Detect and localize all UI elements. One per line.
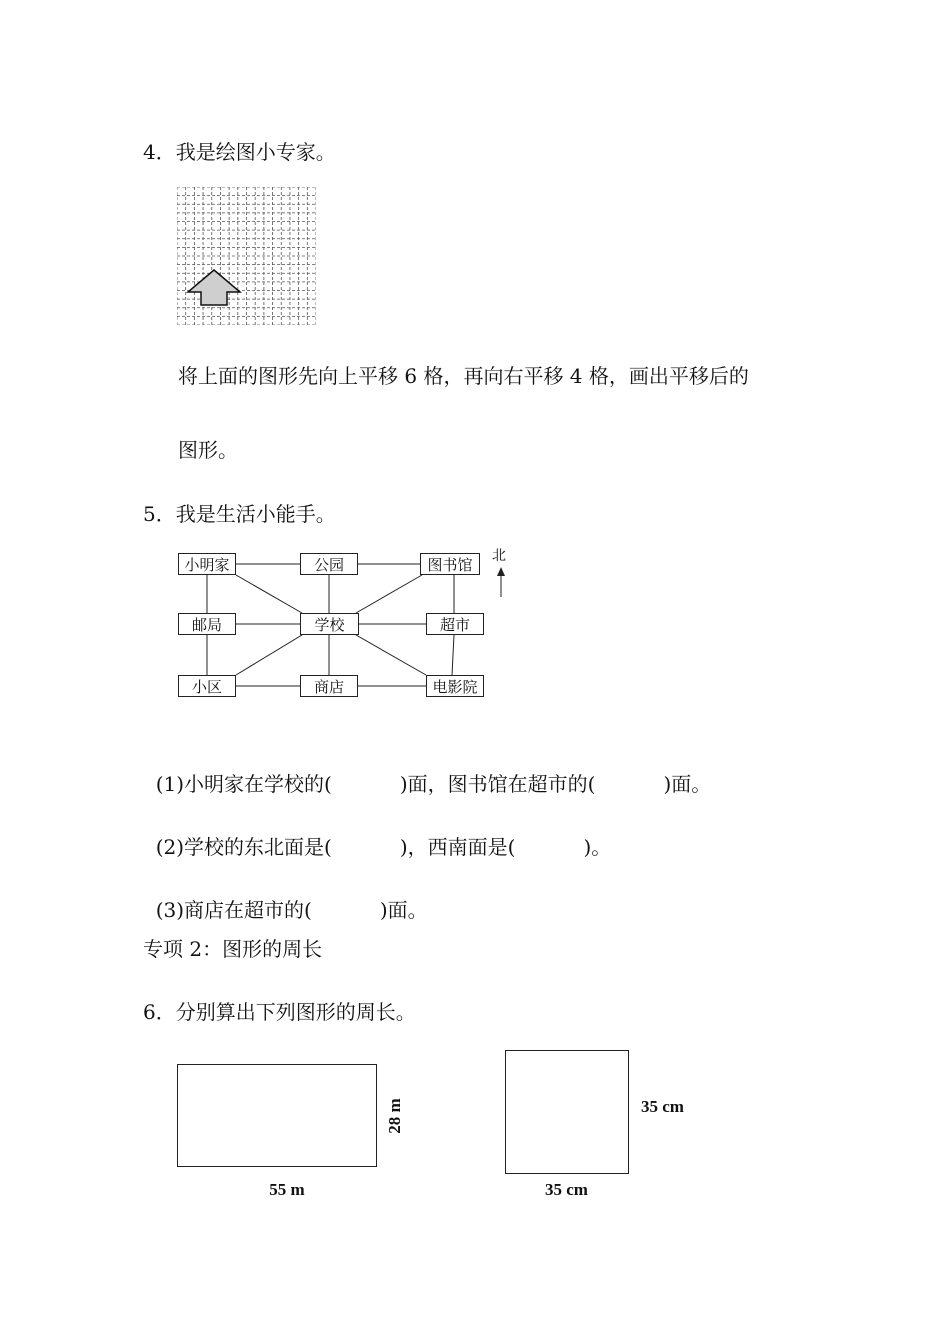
place-park: 公园 [300,553,358,575]
q5-sub2 [143,811,611,859]
square-side-label-bottom: 35 cm [545,1180,588,1199]
square-figure [505,1050,629,1174]
grid-svg [177,187,316,325]
q4-instruction-line1: 将上面的图形先向上平移 6 格，再向右平移 4 格，画出平移后的 [178,364,749,388]
q5-sub2-part2: )，西南面是( [399,835,516,859]
place-post-office: 邮局 [178,613,236,635]
rectangle-height-label: 28 m [385,1098,404,1134]
dotted-grid [177,187,316,325]
place-cinema: 电影院 [426,675,484,697]
q4-instruction-line2: 图形。 [178,438,238,462]
place-shop: 商店 [300,675,358,697]
q5-sub1 [143,748,711,796]
q5-sub3-part2: )面。 [379,898,428,922]
place-school: 学校 [300,613,359,635]
location-map [170,545,515,705]
arrow-shape [188,270,240,305]
q5-sub2-part1: (2)学校的东北面是( [155,835,332,859]
place-supermarket: 超市 [426,613,484,635]
north-label: 北 [492,548,506,564]
rectangle-width-label: 55 m [269,1180,305,1199]
q5-title: 5．我是生活小能手。 [143,502,336,526]
q5-sub1-part2: )面，图书馆在超市的( [399,772,596,796]
q5-sub1-part1: (1)小明家在学校的( [155,772,332,796]
q5-sub3-part1: (3)商店在超市的( [155,898,312,922]
place-xiaoming-home: 小明家 [178,553,236,575]
q4-title: 4．我是绘图小专家。 [143,140,336,164]
section2-title: 专项 2：图形的周长 [143,937,323,961]
place-community: 小区 [178,675,236,697]
q5-sub2-part3: )。 [583,835,612,859]
q6-title: 6．分别算出下列图形的周长。 [143,1000,416,1024]
place-library: 图书馆 [420,553,480,575]
rectangle-figure [177,1064,377,1167]
q5-sub3 [143,874,428,922]
q5-sub1-part3: )面。 [663,772,712,796]
square-side-label-right: 35 cm [641,1097,684,1116]
